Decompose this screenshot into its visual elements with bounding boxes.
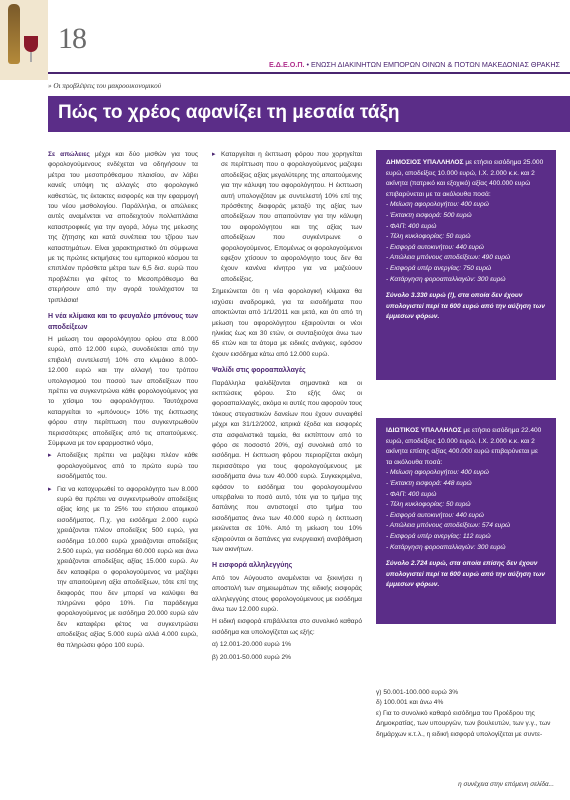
bullet-bonus-abolished: ▸ Καταργείται η έκπτωση φόρου που χορηγείται σε περίπτωση που ο φορολογούμενος μαζεψει αποδείξεις αξίας μεγαλύτερης της απαιτούμενης για την κάλυψη του αφορολόγητου. Η έκπτωση αυτή υπολογιζόταν με συντελεστή 10% επί της πρόσθετης διαφοράς μεταξύ της αξίας των αποδείξεων που απαιτούνταν για την κάλυψη του αφορολόγητου και της αξίας των αποδείξεων που συγκέντρωνε ο φορολογούμενος. Επομένως οι φορολογούμενοι εφεξον χτίσουν το αφορολόγητο τους δεν θα έχουν κανένα κίνητρο για να μαζεύουν αποδείξεις. [212,150,362,285]
levy-bracket-e: ε) Για το συνολικό καθαρό εισόδημα του Προέδρου της Δημοκρατίας, των υπουργών, των βουλευτών, των γ.γ., των δημάρχων κ.τ.λ., η ειδική εισφορά υπολογίζεται με συντε- [376,709,551,738]
public-servant-intro [386,158,546,200]
public-servant-lead: ΔΗΜΟΣΙΟΣ ΥΠΑΛΛΗΛΟΣ [386,159,464,166]
intro-text: μέχρι και δύο μισθών για τους φορολογούμενους ενδέχεται να οδηγήσουν τα μέτρα του μεσοπρόθεσμου πλαισίου, αν λάβει κανείς υπόψη τις αλλαγές στο φορολογικό καθεστώς, τις έκτακτες εισφορές και την εφαρμογή του νέου μισθολογίου. Παράλληλα, οι απώλειες αυτές αναμένεται να αποδειχτούν πολλαπλάσια καταστροφικές για την αγορά, λόγω της μείωσης της ζήτησης και κατά συνέπεια του τζίρου των καταστημάτων. Είναι χαρακτηριστικό ότι σύμφωνα με τις πρώτες εκτιμήσεις του εμπορικού κόσμου τα επιπλέον πρόσθετα μέτρα των 6,5 δισ. ευρώ που προβλέπει για φέτος το Μεσοπρόθεσμο θα στερήσουν από την αγορά τουλάχιστον τα τριπλάσια! [48,151,199,304]
bullet-receipts-25-percent: ▸ Για να κατοχυρωθεί το αφορολόγητο των 8.000 ευρώ θα πρέπει να συγκεντρωθούν αποδείξεις αξίας ίσης με το 25% του ετήσιου ατομικού εισοδήματος. Π.χ. για εισόδημα 2.000 ευρώ χρειάζονται πλέον αποδείξεις 500 ευρώ, για εισόδημα 10.000 ευρώ χρειάζονται αποδείξεις 2.500 ευρώ, για εισόδημα 60.000 ευρώ και άνω χρειάζονται αποδείξεις αξίας 15.000 ευρώ. Αν δεν καταφέρει ο φορολογούμενος να μαζέψει την απαιτούμενη αξία αποδείξεων, τότε επί της διαφοράς που δεν μπορεί να καλύψει θα πληρώνει φόρο 10%. Για παράδειγμα φορολογούμενος με εισόδημα 20.000 ευρώ εάν δεν καταφέρει φέτος να συγκεντρώσει αποδείξεις αξίας 5.000 ευρώ αλλά 4.000 ευρώ, θα πληρώσει φόρο 100 ευρώ. [48,485,198,652]
paragraph-levy-calc: Η ειδική εισφορά επιβάλλεται στο συνολικό καθαρό εισόδημα και υπολογίζεται ως εξής: [212,618,362,636]
private-employee-item: - Απώλεια μπόνους αποδείξεων: 574 ευρώ [386,522,511,530]
private-employee-item: - ΦΑΠ: 400 ευρώ [386,490,437,498]
public-servant-item: - Έκτακτη εισφορά: 500 ευρώ [386,211,472,219]
public-servant-item: - Απώλεια μπόνους αποδείξεων: 490 ευρώ [386,254,511,262]
bullet-receipts-first-euro: ▸ Αποδείξεις πρέπει να μαζέψει πλέον κάθε φορολογούμενος από το πρώτο ευρώ του εισοδήματός του. [48,451,198,482]
private-employee-text: με ετήσιο εισόδημα 22.400 ευρώ, αποδείξεις 10.000 ευρώ, Ι.Χ. 2.000 κ.κ. και 2 ακίνητα επίσης αξίας 400.000 ευρώ επιβαρύνεται με τα ακόλουθα ποσά: [386,427,542,466]
public-servant-item: - ΦΑΠ: 400 ευρώ [386,222,437,230]
levy-bracket-c: γ) 50.001-100.000 ευρώ 3% [376,689,459,696]
private-employee-item: - Τέλη κυκλοφορίας: 50 ευρώ [386,501,471,509]
wine-logo [0,0,48,80]
section-label: » Οι προβλέψεις του μακροοικονομικού [48,82,162,90]
subheading-tax-exemptions: Ψαλίδι στις φοροαπαλλαγές [212,367,306,375]
private-employee-item: - Κατάργηση φοροαπαλλαγών: 300 ευρώ [386,543,506,551]
private-employee-item: - Μείωση αφορολογήτου: 400 ευρώ [386,469,489,477]
paragraph-tax-free: Η μείωση του αφορολόγητου ορίου στα 8.000 ευρώ, από 12.000 ευρώ, συνοδεύεται από την επιβολή συντελεστή 10% στο κλιμάκιο 8.000-12.000 ευρώ και την αλλαγή του τρόπου υπολογισμού του ποσού των αποδείξεων που πρέπει να συγκεντρώνει κάθε φορολογούμενος για το χτίσιμο του αφορολόγητου. Ταυτόχρονα καταργείται το «μπόνους» 10% της έκπτωσης φόρου στην περίπτωση που συγκεντρωθούν περισσότερες αποδείξεις από τις απαιτούμενες. Σύμφωνα με τον εφαρμοστικό νόμο, [48,335,198,447]
public-servant-item: - Μείωση αφορολογήτου: 400 ευρώ [386,201,489,209]
private-employee-total: Σύνολο 2.724 ευρώ, στα οποία επίσης δεν έχουν υπολογιστεί περί τα 600 ευρώ από την αύξηση των έμμεσων φόρων. [386,560,545,589]
article-title: Πώς το χρέος αφανίζει τη μεσαία τάξη [58,102,400,123]
private-employee-item: - Έκτακτη εισφορά: 448 ευρώ [386,479,472,487]
paragraph-levy-intro: Από τον Αύγουστο αναμένεται να ξεκινήσει η αποστολή των σημειωμάτων της ειδικής εισφοράς αλληλεγγύης στους φορολογούμενους με εισόδημα άνω των 12.000 ευρώ. [212,574,362,614]
column-3-continuation [376,688,556,740]
page-number: 18 [58,22,86,55]
public-servant-item: - Εισφορά αυτοκινήτου: 440 ευρώ [386,243,484,251]
public-servant-item: - Κατάργηση φοροαπαλλαγών: 300 ευρώ [386,275,506,283]
public-servant-item: - Τέλη κυκλοφορίας: 50 ευρώ [386,233,471,241]
header-divider [48,72,570,74]
intro-lead: Σε απώλειες [48,151,90,158]
public-servant-text: με ετήσιο εισόδημα 25.000 ευρώ, αποδείξεις 10.000 ευρώ, Ι.Χ. 2.000 κ.κ. και 2 ακίνητα (πατρικό και εξοχικό) αξίας 400.000 ευρώ επιβαρύνεται με τα ακόλουθα ποσά: [386,159,544,198]
continued-next-page[interactable]: η συνέχεια στην επόμενη σελίδα... [458,781,554,788]
public-servant-total: Σύνολο 3.330 ευρώ (!), στα οποία δεν έχουν υπολογιστεί περί τα 600 ευρώ από την αύξηση των έμμεσων φόρων. [386,292,545,321]
intro-paragraph [48,150,198,306]
wine-glass-icon [24,36,38,52]
levy-bracket-b: β) 20.001-50.000 ευρώ 2% [212,653,291,661]
column-1 [48,150,198,653]
glass-stem [30,52,32,62]
private-employee-item: - Εισφορά υπέρ ανεργίας: 112 ευρώ [386,532,491,540]
levy-bracket-d: δ) 100.001 και άνω 4% [376,699,444,707]
subheading-new-scale: Η νέα κλίμακα και το φευγαλέο μπόνους των αποδείξεων [48,313,198,331]
bottle-icon [8,4,20,64]
publication-title [269,60,560,69]
public-servant-item: - Εισφορά υπέρ ανεργίας: 750 ευρώ [386,264,492,272]
paragraph-retroactive: Σημειώνεται ότι η νέα φορολογική κλίμακα θα ισχύσει αναδρομικά, για τα εισοδήματα που αποκτώνται από 1/1/2011 και μετά, και ότι από τη μείωση του αφορολόγητου εξαιρούνται οι νέοι ηλικίας έως και 30 ετών, οι συνταξιούχοι άνω των 65 ετών και τα άτομα με ειδικές ανάγκες, εφόσον έχουν εισόδημα κάτω από 12.000 ευρώ. [212,288,362,358]
article-title-band [48,96,570,132]
private-employee-box [376,418,556,624]
subheading-solidarity-levy: Η εισφορά αλληλεγγύης [212,562,293,570]
org-short: Ε.Δ.Ε.Ο.Π. [269,60,305,69]
org-full: • ΕΝΩΣΗ ΔΙΑΚΙΝΗΤΩΝ ΕΜΠΟΡΩΝ ΟΙΝΩΝ & ΠΟΤΩΝ ΜΑΚΕΔΟΝΙΑΣ ΘΡΑΚΗΣ [306,60,560,69]
private-employee-lead: ΙΔΙΩΤΙΚΟΣ ΥΠΑΛΛΗΛΟΣ [386,427,462,434]
levy-bracket-a: α) 12.001-20.000 ευρώ 1% [212,641,292,649]
column-2 [212,150,362,665]
private-employee-item: - Εισφορά αυτοκινήτου: 440 ευρώ [386,511,484,519]
private-employee-intro [386,426,546,468]
public-servant-box [376,150,556,380]
page-header [0,0,570,80]
paragraph-exemptions: Παράλληλα ψαλιδίζονται σημαντικά και οι εκπτώσεις φόρου. Στο εξής όλες οι φοροαπαλλαγές, ακόμα κι αυτές που αφορούν τους τόκους στεγαστικών δανείων που έχουν συναφθεί μέχρι και 31/12/2002, ιατρικά έξοδα και εισφορές στα ασφαλιστικά ταμεία, θα εκπίπτουν από το φόρο σε ποσοστό 20%, αχί συνολικά από το εισόδημα. Η έκπτωση φόρου περιορίζεται ακόμη περισσότερο για τους φορολογούμενους με εισοδήματα άνω των 40.000 ευρώ. Συγκεκριμένα, εφόσον το εισόδημα του φορολογουμένου υπερβαίνει το ποσό αυτό, τότε για το τμήμα της δαπάνης που αντιστοιχεί στο τμήμα του εισοδήματος άνω των 40.000 ευρώ η έκπτωση μειώνεται σε 10%. Από τη μείωση του 10% εξαιρούνται οι δαπάνες για ενεργειακή αναβάθμιση των ακινήτων. [212,379,362,554]
